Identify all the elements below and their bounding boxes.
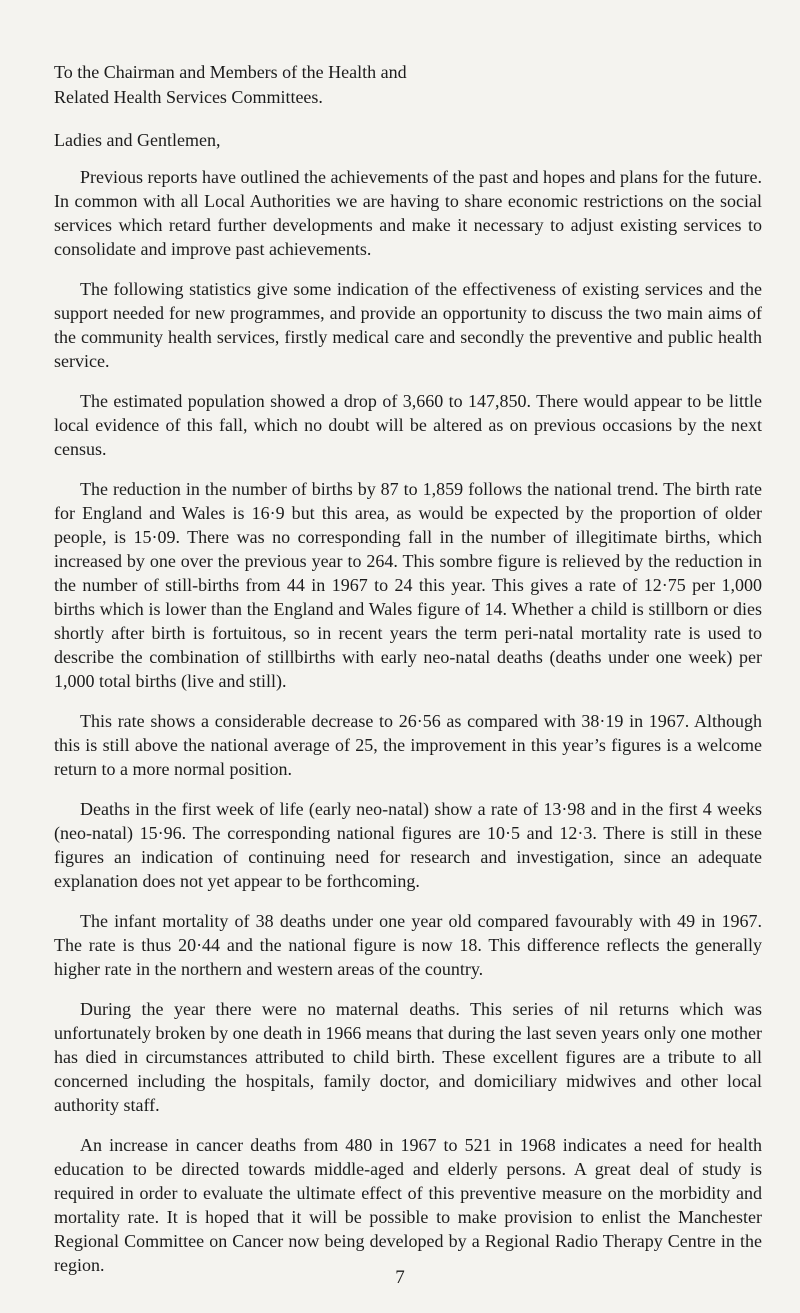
salutation-line-1: To the Chairman and Members of the Health and xyxy=(54,62,407,82)
paragraph-neonatal-deaths: Deaths in the first week of life (early neo-natal) show a rate of 13·98 and in the first 4 weeks (neo-natal) 15·96. The corresponding national figures are 10·5 and 12·3. There is still in these figures an indication of continuing need for research and investigation, since an adequate explanation does not yet appear to be forthcoming. xyxy=(54,799,762,891)
page-number: 7 xyxy=(395,1267,405,1288)
paragraph-population: The estimated population showed a drop of 3,660 to 147,850. There would appear to be little local evidence of this fall, which no doubt will be altered as on previous occasions by the next census. xyxy=(54,391,762,459)
salutation xyxy=(54,60,762,110)
paragraph-introduction: Previous reports have outlined the achievements of the past and hopes and plans for the future. In common with all Local Authorities we are having to share economic restrictions on the social services which retard further developments and make it necessary to adjust existing services to consolidate and improve past achievements. xyxy=(54,167,762,259)
paragraph-perinatal-rate: This rate shows a considerable decrease to 26·56 as compared with 38·19 in 1967. Although this is still above the national average of 25, the improvement in this year’s figures is a welcome return to a more normal position. xyxy=(54,711,762,779)
paragraph-births: The reduction in the number of births by 87 to 1,859 follows the national trend. The birth rate for England and Wales is 16·9 but this area, as would be expected by the proportion of older people, is 15·09. There was no corresponding fall in the number of illegitimate births, which increased by one over the previous year to 264. This sombre figure is relieved by the reduction in the number of still-births from 44 in 1967 to 24 this year. This gives a rate of 12·75 per 1,000 births which is lower than the England and Wales figure of 14. Whether a child is stillborn or dies shortly after birth is fortuitous, so in recent years the term peri-natal mortality rate is used to describe the combination of stillbirths with early neo-natal deaths (deaths under one week) per 1,000 total births (live and still). xyxy=(54,479,762,691)
greeting: Ladies and Gentlemen, xyxy=(54,130,221,150)
document-page xyxy=(54,60,762,1277)
paragraph-maternal-deaths: During the year there were no maternal deaths. This series of nil returns which was unfortunately broken by one death in 1966 means that during the last seven years only one mother has died in circumstances attributed to child birth. These excellent figures are a tribute to all concerned including the hospitals, family doctor, and domiciliary midwives and other local authority staff. xyxy=(54,999,762,1115)
paragraph-infant-mortality: The infant mortality of 38 deaths under one year old compared favourably with 49 in 1967. The rate is thus 20·44 and the national figure is now 18. This difference reflects the generally higher rate in the northern and western areas of the country. xyxy=(54,911,762,979)
paragraph-cancer-deaths: An increase in cancer deaths from 480 in 1967 to 521 in 1968 indicates a need for health education to be directed towards middle-aged and elderly persons. A great deal of study is required in order to evaluate the ultimate effect of this preventive measure on the morbidity and mortality rate. It is hoped that it will be possible to make provision to enlist the Manchester Regional Committee on Cancer now being developed by a Regional Radio Therapy Centre in the region. xyxy=(54,1135,762,1275)
paragraph-statistics: The following statistics give some indication of the effectiveness of existing services and the support needed for new programmes, and provide an opportunity to discuss the two main aims of the community health services, firstly medical care and secondly the preventive and public health service. xyxy=(54,279,762,371)
salutation-line-2: Related Health Services Committees. xyxy=(54,87,323,107)
